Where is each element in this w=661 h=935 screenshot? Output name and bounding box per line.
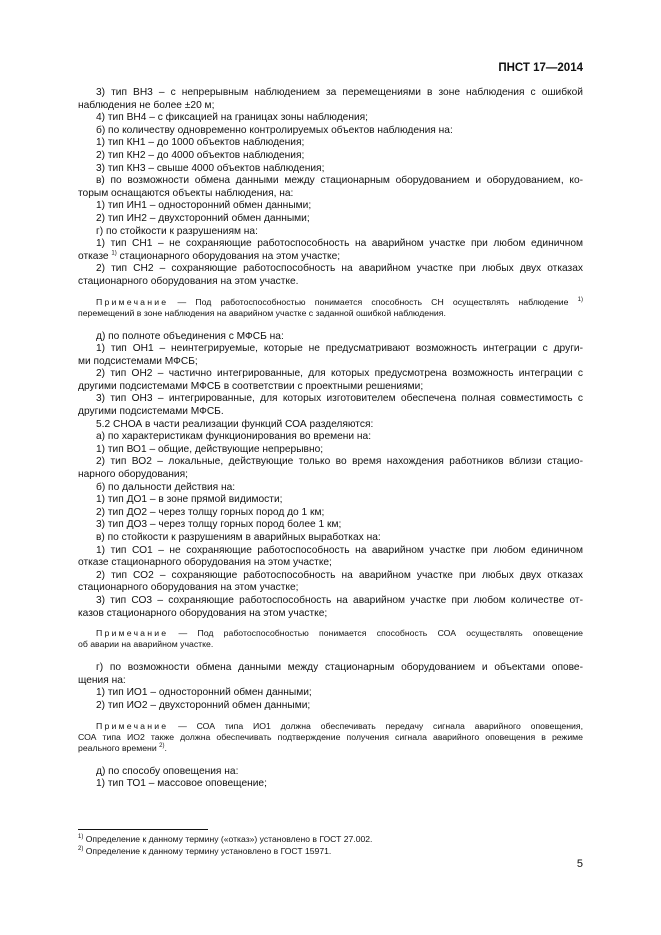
list-item: 2) тип ИН2 – двухсторонний обмен данными; [96,212,310,224]
list-heading: а) по характеристикам функционирования во времени на: [96,431,372,443]
note: Примечание — Под работоспособностью понимается способность СОА осуществлять оповещение [96,628,583,639]
list-item: 2) тип КН2 – до 4000 объектов наблюдения; [96,149,305,161]
page-number: 5 [576,858,583,870]
list-item: 4) тип ВН4 – с фиксацией на границах зоны наблюдения; [96,112,368,124]
section-heading: 5.2 СНОА в части реализации функций СОА разделяются: [96,418,374,430]
list-item-cont: отказе стационарного оборудования на этом участке; [78,557,332,569]
list-item-cont: другими подсистемами МФСБ в соответствии с проектными решениями; [78,380,424,392]
note-cont: перемещений в зоне наблюдения на аварийном участке с заданной ошибкой наблюдения. [78,307,446,318]
document-code: ПНСТ 17—2014 [498,62,583,74]
list-item: 3) тип ВН3 – с непрерывным наблюдением за перемещениями в зоне наблюдения с ошибкой [96,87,583,98]
list-item: 1) тип СН1 – не сохраняющие работоспособность на аварийном участке при любом единичном [96,238,583,250]
list-item: 3) тип ОН3 – интегрированные, для которых изготовителем обеспечена полная совместимость с [96,393,583,405]
list-heading: г) по возможности обмена данными между стационарным оборудованием и объектами опове- [96,662,583,674]
note: Примечание — СОА типа ИО1 должна обеспечивать передачу сигнала аварийного оповещения, [96,720,583,731]
list-item-cont: стационарного оборудования на этом участке. [78,275,299,287]
list-item: 1) тип ВО1 – общие, действующие непрерывно; [96,443,324,455]
list-heading-cont: торым оснащаются объекты наблюдения, на: [78,187,294,199]
list-item-cont: другими подсистемами МФСБ. [78,406,224,418]
list-item: 1) тип ТО1 – массовое оповещение; [96,778,267,790]
list-item: 2) тип ОН2 – частично интегрированные, для которых предусмотрена возможность интеграции с [96,368,583,380]
list-heading-cont: щения на: [78,674,126,686]
footnote-ref: 2) [159,742,165,749]
list-item: 3) тип СО3 – сохраняющие работоспособность на аварийном участке при любом количестве от- [96,594,583,606]
list-heading: б) по дальности действия на: [96,481,236,493]
list-item: 2) тип ДО2 – через толщу горных пород до 1 км; [96,506,325,518]
footnote: $^{1)}$ Определение к данному термину («отказ») установлено в ГОСТ 27.002. [78,834,373,844]
list-heading: д) по способу оповещения на: [96,765,239,777]
list-item: 3) тип ДО3 – через толщу горных пород более 1 км; [96,519,342,531]
list-item: 3) тип КН3 – свыше 4000 объектов наблюдения; [96,162,325,174]
list-item: 2) тип ИО2 – двухсторонний обмен данными; [96,699,311,711]
list-item-cont: наблюдения не более ±20 м; [78,99,215,111]
list-item-cont: отказе $^{1)}$ стационарного оборудования на этом участке; [78,250,341,262]
list-item: 2) тип ВО2 – локальные, действующие только во время нахождения работников вблизи стацио- [96,456,583,468]
note-cont: об аварии на аварийном участке. [78,639,214,650]
footnote: $^{2)}$ Определение к данному термину установлено в ГОСТ 15971. [78,846,332,856]
list-item: 1) тип ОН1 – неинтегрируемые, которые не предусматривают возможность интеграции с други- [96,343,583,355]
list-item: 1) тип КН1 – до 1000 объектов наблюдения; [96,137,305,149]
list-item: 1) тип ИН1 – односторонний обмен данными; [96,200,312,212]
note: Примечание — Под работоспособностью понимается способность СН осуществлять наблюдение $^{1)}$ [96,296,583,307]
footnote-ref: 1) [577,296,583,303]
page-body [78,87,583,791]
list-item-cont: казов стационарного оборудования на этом участке; [78,607,328,619]
list-heading: в) по стойкости к разрушениям в аварийных выработках на: [96,532,381,543]
list-heading: д) по полноте объединения с МФСБ на: [96,330,284,342]
list-item: 1) тип СО1 – не сохраняющие работоспособность на аварийном участке при любом единичном [96,544,583,556]
note-cont: реального времени $^{2)}$. [78,742,167,753]
list-item-cont: нарного оборудования; [78,469,188,481]
list-item: 1) тип ДО1 – в зоне прямой видимости; [96,494,283,506]
list-heading: г) по стойкости к разрушениям на: [96,225,258,237]
note-cont: СОА типа ИО2 также должна обеспечивать подтверждение получения сигнала аварийного оповещения в режиме [78,731,583,742]
list-item: 1) тип ИО1 – односторонний обмен данными; [96,687,312,699]
footnote-separator [78,829,208,830]
footnote-ref: 1) [111,250,117,257]
list-item: 2) тип СН2 – сохраняющие работоспособность на аварийном участке при любых двух отказах [96,263,583,275]
list-item-cont: стационарного оборудования на этом участке; [78,582,299,594]
list-heading: б) по количеству одновременно контролируемых объектов наблюдения на: [96,124,453,136]
list-item: 2) тип СО2 – сохраняющие работоспособность на аварийном участке при любых двух отказах [96,569,583,581]
list-item-cont: ми подсистемами МФСБ; [78,355,198,367]
list-heading: в) по возможности обмена данными между стационарным оборудованием и оборудованием, ко- [96,175,583,187]
